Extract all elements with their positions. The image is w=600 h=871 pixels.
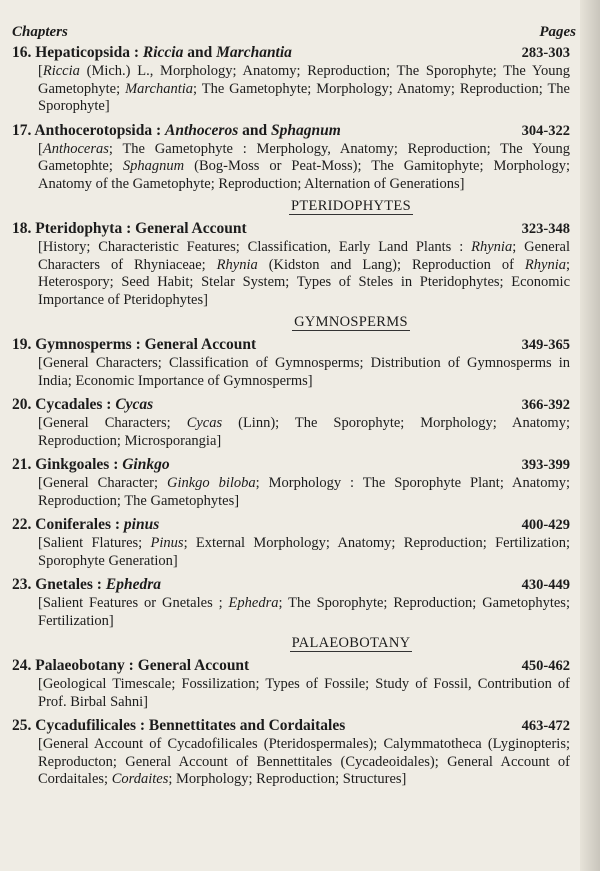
chapter-description: [General Characters; Classification of Gymnosperms; Distribution of Gymnosperms in India; Economic Importance of Gymnosperms] bbox=[38, 355, 570, 389]
chapter-title-row bbox=[12, 121, 570, 141]
chapter-pages: 366-392 bbox=[521, 397, 570, 413]
chapter-pages: 283-303 bbox=[521, 45, 570, 61]
toc-entry[interactable] bbox=[12, 219, 570, 309]
chapter-pages: 463-472 bbox=[521, 718, 570, 734]
pages-heading: Pages bbox=[539, 24, 576, 40]
toc-entry[interactable] bbox=[12, 335, 570, 390]
section-heading: GYMNOSPERMS bbox=[294, 314, 408, 330]
section-heading: PTERIDOPHYTES bbox=[291, 198, 411, 214]
toc-entry[interactable] bbox=[12, 515, 570, 570]
chapter-title-row bbox=[12, 335, 570, 355]
chapter-title: 19. Gymnosperms : General Account bbox=[12, 336, 257, 353]
chapter-title-row bbox=[12, 395, 570, 415]
chapter-description: [General Characters; Cycas (Linn); The Sporophyte; Morphology; Anatomy; Reproduction; Microsporangia] bbox=[38, 415, 570, 449]
chapter-pages: 450-462 bbox=[521, 658, 570, 674]
chapter-title: 25. Cycadufilicales : Bennettitates and Cordaitales bbox=[12, 717, 346, 734]
chapter-title: 24. Palaeobotany : General Account bbox=[12, 657, 250, 674]
chapter-title-row bbox=[12, 515, 570, 535]
chapter-description: [Geological Timescale; Fossilization; Types of Fossile; Study of Fossil, Contribution of Prof. Birbal Sahni] bbox=[38, 676, 570, 710]
chapter-title-row bbox=[12, 455, 570, 475]
chapter-title-row bbox=[12, 656, 570, 676]
chapter-description: [General Account of Cycadofilicales (Pteridospermales); Calymmatotheca (Lyginopteris; Reproducton; General Account of Bennettitales (Cycadeoidales); General Account of Cordaitales; Cordaites; Morphology; Reproduction; Structures] bbox=[38, 736, 570, 787]
chapter-pages: 430-449 bbox=[521, 577, 570, 593]
chapter-title: 23. Gnetales : Ephedra bbox=[12, 576, 161, 593]
chapter-title: 20. Cycadales : Cycas bbox=[12, 396, 154, 413]
chapter-description: [Salient Features or Gnetales ; Ephedra; The Sporophyte; Reproduction; Gametophytes; Fertilization] bbox=[38, 595, 570, 629]
chapter-pages: 304-322 bbox=[521, 122, 570, 139]
toc-entry[interactable] bbox=[12, 656, 570, 711]
chapter-pages: 323-348 bbox=[521, 221, 570, 237]
toc-entry[interactable] bbox=[12, 716, 570, 789]
chapter-description: [General Character; Ginkgo biloba; Morphology : The Sporophyte Plant; Anatomy; Reproduction; The Gametophytes] bbox=[38, 475, 570, 509]
chapters-heading: Chapters bbox=[12, 24, 68, 40]
chapter-title: 17. Anthocerotopsida : Anthoceros and Sphagnum bbox=[12, 121, 341, 139]
chapter-description: [Riccia (Mich.) L., Morphology; Anatomy; Reproduction; The Sporophyte; The Young Gametophyte; Marchantia; The Gametophyte; Morphology; Anatomy; Reproduction; The Sporophyte] bbox=[38, 63, 570, 114]
toc-header bbox=[12, 24, 576, 41]
chapter-title-row bbox=[12, 716, 570, 736]
chapter-title: 16. Hepaticopsida : Riccia and Marchantia bbox=[12, 44, 292, 61]
chapter-title-row bbox=[12, 219, 570, 239]
toc-entry[interactable] bbox=[12, 455, 570, 510]
toc-list bbox=[12, 43, 570, 789]
chapter-description: [Anthoceras; The Gametophyte : Merphology, Anatomy; Reproduction; The Young Gametophte; Sphagnum (Bog-Moss or Peat-Moss); The Gamitophyte; Morphology; Anatomy of the Gametophyte; Reproduction; Alternation of Generations] bbox=[38, 140, 570, 192]
chapter-title: 21. Ginkgoales : Ginkgo bbox=[12, 456, 170, 473]
page-edge bbox=[580, 0, 600, 871]
section-heading: PALAEOBOTANY bbox=[291, 635, 411, 651]
chapter-title: 18. Pteridophyta : General Account bbox=[12, 220, 247, 237]
chapter-pages: 400-429 bbox=[521, 517, 570, 533]
chapter-description: [Salient Flatures; Pinus; External Morphology; Anatomy; Reproduction; Fertilization; Sporophyte Generation] bbox=[38, 535, 570, 569]
toc-entry[interactable] bbox=[12, 395, 570, 450]
chapter-title-row bbox=[12, 43, 570, 63]
toc-entry[interactable] bbox=[12, 43, 570, 116]
chapter-title: 22. Coniferales : pinus bbox=[12, 516, 160, 533]
toc-entry[interactable] bbox=[12, 575, 570, 630]
chapter-pages: 349-365 bbox=[521, 337, 570, 353]
toc-entry[interactable] bbox=[12, 121, 570, 194]
chapter-pages: 393-399 bbox=[521, 457, 570, 473]
chapter-title-row bbox=[12, 575, 570, 595]
chapter-description: [History; Characteristic Features; Classification, Early Land Plants : Rhynia; General Characters of Rhyniaceae; Rhynia (Kidston and Lang); Reproduction of Rhynia; Heterospory; Seed Habit; Stelar System; Types of Steles in Pteridophytes; Economic Importance of Pteridophytes] bbox=[38, 239, 571, 308]
